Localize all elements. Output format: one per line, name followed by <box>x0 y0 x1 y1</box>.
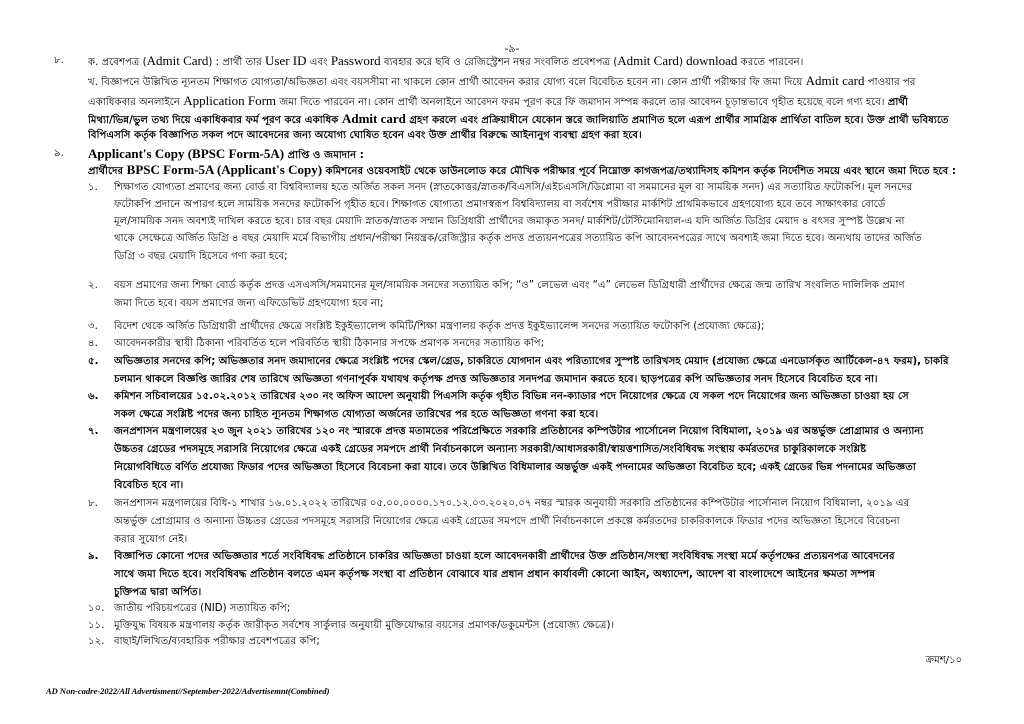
item-line: মূল/সাময়িক সনদ অবশ্যই দাখিল করতে হবে। চার বছর মেয়াদি স্নাতক/স্নাতক সম্মান ডিগ্রিধারী প্রার্থীদের জমাকৃত সনদ/ মার্কশিট/টেস্টিমোনিয়াল-এ যদি অর্জিত ডিগ্রির মেয়াদ ৪ বৎসর সুস্পষ্ট উল্লেখ না <box>114 216 905 227</box>
item-number: ১২. <box>88 636 105 647</box>
item-line: অভিজ্ঞতার সনদের কপি; অভিজ্ঞতার সনদ জমাদানের ক্ষেত্রে সংশ্লিষ্ট পদের স্কেল/গ্রেড, চাকরিতে যোগদান এবং পরিত্যাগের সুস্পষ্ট তারিখসহ মেয়াদ (প্রযোজ্য ক্ষেত্রে এনডোর্সকৃত আর্টিকেল-৪৭ ফরম), চাকরি <box>114 356 949 367</box>
item-line: শিক্ষাগত যোগ্যতা প্রমাণের জন্য বোর্ড বা বিশ্ববিদ্যালয় হতে অর্জিত সকল সনদ (স্নাতকোত্তর/স্নাতক/বিএসসি/এইচএসসি/ডিপ্লোমা বা সমমানের মূল বা সাময়িক সনদ) এর সত্যায়িত ফটোকপি। মূল সনদের <box>114 182 913 193</box>
item-line: বিজ্ঞাপিত কোনো পদের অভিজ্ঞতার শর্তে সংবিধিবদ্ধ প্রতিষ্ঠানে চাকরির অভিজ্ঞতা চাওয়া হলে আবেদনকারী প্রার্থীদের উক্ত প্রতিষ্ঠান/সংস্থা সংবিধিবদ্ধ সংস্থা মর্মে কর্তৃপক্ষের প্রত্যয়নপত্র আবেদনের <box>114 551 895 562</box>
item-line: উচ্চতর গ্রেডের পদসমূহে সরাসরি নিয়োগের ক্ষেত্রে একই গ্রেডের সমপদে প্রার্থী নির্বাচনকালে অন্যান্য সরকারী/আধাসরকারী/স্বায়ত্তশাসিত/সংবিধিবদ্ধ সংস্থায় কর্মরতদের চাকুরিকালকে সংশ্লিষ্ট <box>114 444 867 455</box>
item-line: জমা দিতে হবে। বয়স প্রমাণের জন্য এফিডেভিট গ্রহণযোগ্য হবে না; <box>114 298 384 309</box>
item-line: জনপ্রশাসন মন্ত্রণালয়ের বিধি-১ শাখার ১৬.০১.২০২২ তারিখের ০৫.০০.০০০০.১৭০.১২.০৩.২০২০.০৭ নম্বর স্মারক অনুযায়ী সরকারি প্রতিষ্ঠানের কম্পিউটার পার্সোনাল নিয়োগ বিধিমালা, ২০১৯ এর <box>114 498 910 509</box>
item-number: ৩. <box>88 321 98 332</box>
section-8b-line-3: মিথ্যা/ভিন্ন/ভুল তথ্য দিয়ে একাধিকবার ফর্ম পূরণ করে একাধিক Admit card গ্রহণ করলে এবং প্রক্রিয়াধীনে যেকোন স্তরে জালিয়াতি প্রমাণিত হলে এরূপ প্রার্থীর সামগ্রিক প্রার্থিতা বাতিল হবে। উক্ত প্রার্থী ভবিষ্যতে <box>88 111 949 126</box>
section-8a-text: ক. প্রবেশপত্র (Admit Card) : প্রার্থী তার User ID এবং Password ব্যবহার করে ছবি ও রেজিস্ট্রেশন নম্বর সংবলিত প্রবেশপত্র (Admit Card) download করতে পারবেন। <box>88 53 804 68</box>
item-line: সকল ক্ষেত্রে সংশ্লিষ্ট পদের জন্য চাহিত ন্যূনতম শিক্ষাগত যোগ্যতা অর্জনের তারিখের পর হতে অভিজ্ঞতা গণনা করা হবে। <box>114 409 599 420</box>
item-number: ৮. <box>88 498 98 509</box>
item-number: ৫. <box>88 356 99 367</box>
continued-marker: ক্রমশ/১০ <box>925 655 962 666</box>
item-number: ২. <box>88 280 98 291</box>
section-8-number: ৮. <box>54 55 64 66</box>
item-line: সাথে জমা দিতে হবে। সংবিধিবদ্ধ প্রতিষ্ঠান বলতে এমন কর্তৃপক্ষ সংস্থা বা প্রতিষ্ঠান বোঝাবে যার প্রধান প্রধান কার্যাবলী কোনো আইন, অধ্যাদেশ, আদেশ বা বাংলাদেশে আইনের ক্ষমতা সম্পন্ন <box>114 569 876 580</box>
item-line: চলমান থাকলে বিজ্ঞপ্তি জারির শেষ তারিখে অভিজ্ঞতা গণনাপূর্বক যথাযথ কর্তৃপক্ষ প্রদত্ত অভিজ্ঞতার সনদপত্র জমাদান করতে হবে। ছাড়পত্রের কপি অভিজ্ঞতার সনদ হিসেবে বিবেচিত হবে না। <box>114 374 878 385</box>
item-number: ৯. <box>88 551 99 562</box>
section-8b-line-2: একাধিকবার অনলাইনে Application Form জমা দিতে পারবেন না। কোন প্রার্থী অনলাইনে আবেদন ফরম পূরণ করে ফি জমাদান সম্পন্ন করলে তার আবেদন চূড়ান্তভাবে গৃহীত হয়েছে বলে গণ্য হবে। প্রার্থী <box>88 93 908 108</box>
section-8b-line-4: বিপিএসসি কর্তৃক বিজ্ঞাপিত সকল পদে আবেদনের জন্য অযোগ্য ঘোষিত হবেন এবং উক্ত প্রার্থীর বিরুদ্ধে আইনানুগ ব্যবস্থা গ্রহণ করা হবে। <box>88 130 642 141</box>
item-line: থাকে সেক্ষেত্রে অর্জিত ডিগ্রি ৪ বছর মেয়াদি মর্মে বিভাগীয় প্রধান/পরীক্ষা নিয়ন্ত্রক/রেজিস্ট্রার কর্তৃক প্রদত্ত প্রত্যয়নপত্রের সত্যায়িত কপি আবেদনপত্রের সাথে অবশ্যই জমা দিতে হবে। অন্যথায় তাদের অর্জিত <box>114 233 922 244</box>
section-9-number: ৯. <box>54 148 64 159</box>
item-line: অন্তর্ভুক্ত প্রোগ্রামার ও অন্যান্য উচ্চতর গ্রেডের পদসমূহে সরাসরি নিয়োগের ক্ষেত্রে একই গ্রেডের সমপদে প্রার্থী নির্বাচনকালে প্রকল্পে কর্মরতদের চাকরিকালকে ফিডার পদের অভিজ্ঞতা হিসেবে বিবেচনা <box>114 516 900 527</box>
item-line: ফটোকপি প্রদানে অপারগ হলে সাময়িক সনদের ফটোকপি গৃহীত হবে। শিক্ষাগত যোগ্যতা প্রমাণস্বরূপ বিশ্ববিদ্যালয় বা সর্বশেষ পরীক্ষার মার্কশিট প্রাথমিকভাবে গ্রহণযোগ্য হবে তবে সাক্ষাৎকার বোর্ডে <box>114 199 886 210</box>
item-line: মুক্তিযুদ্ধ বিষয়ক মন্ত্রণালয় কর্তৃক জারীকৃত সর্বশেষ সার্কুলার অনুযায়ী মুক্তিযোদ্ধার বয়সের প্রমাণক/ডকুমেন্টস (প্রযোজ্য ক্ষেত্রে)। <box>114 620 615 631</box>
section-9-intro: প্রার্থীদের BPSC Form-5A (Applicant's Copy) কমিশনের ওয়েবসাইট থেকে ডাউনলোড করে মৌখিক পরীক্ষার পূর্বে নিম্নোক্ত কাগজপত্র/তথ্যাদিসহ কমিশন কর্তৃক নির্দেশিত সময়ে এবং স্থানে জমা দিতে হবে : <box>88 162 956 177</box>
item-line: চুক্তিপত্র দ্বারা অর্পিত। <box>114 587 202 598</box>
item-number: ৪. <box>88 338 98 349</box>
section-9-heading: Applicant's Copy (BPSC Form-5A) প্রাপ্তি ও জমাদান : <box>88 146 364 161</box>
item-line: বাছাই/লিখিত/ব্যবহারিক পরীক্ষার প্রবেশপত্রের কপি; <box>114 636 320 647</box>
item-number: ৭. <box>88 426 99 437</box>
document-footer: AD Non-cadre-2022/All Advertisment//September-2022/Advertisemnt(Combined) <box>46 686 330 696</box>
item-line: করার সুযোগ নেই। <box>114 534 188 545</box>
section-8b-line-1: খ. বিজ্ঞাপনে উল্লিখিত ন্যূনতম শিক্ষাগত যোগ্যতা/অভিজ্ঞতা এবং বয়সসীমা না থাকলে কোন প্রার্থী আবেদন করার যোগ্য বলে বিবেচিত হবেন না। কোন প্রার্থী পরীক্ষার ফি জমা দিয়ে Admit card পাওয়ার পর <box>88 73 916 88</box>
item-line: জাতীয় পরিচয়পত্রের (NID) সত্যায়িত কপি; <box>114 603 291 614</box>
item-number: ১০. <box>88 603 105 614</box>
item-line: কমিশন সচিবালয়ের ১৫.০২.২০১২ তারিখের ২৩০ নং অফিস আদেশ অনুযায়ী পিএসসি কর্তৃক গৃহীত বিভিন্ন নন-ক্যাডার পদে নিয়োগের ক্ষেত্রে যে সকল পদে নিয়োগের জন্য অভিজ্ঞতা চাওয়া হয় সে <box>114 391 909 402</box>
item-line: বিবেচিত হবে না। <box>114 480 184 491</box>
item-number: ১১. <box>88 620 105 631</box>
item-line: আবেদনকারীর স্থায়ী ঠিকানা পরিবর্তিত হলে পরিবর্তিত স্থায়ী ঠিকানার সপক্ষে প্রমাণক সনদের সত্যায়িত কপি; <box>114 338 545 349</box>
item-line: বিদেশ থেকে অর্জিত ডিগ্রিধারী প্রার্থীদের ক্ষেত্রে সংশ্লিষ্ট ইকুইভ্যালেন্স কমিটি/শিক্ষা মন্ত্রণালয় কর্তৃক প্রদত্ত ইকুইভ্যালেন্স সনদের সত্যায়িত ফটোকপি (প্রযোজ্য ক্ষেত্রে); <box>114 321 765 332</box>
item-number: ১. <box>88 182 98 193</box>
item-line: জনপ্রশাসন মন্ত্রণালয়ের ২৩ জুন ২০২১ তারিখের ১২০ নং স্মারকে প্রদত্ত মতামতের পরিপ্রেক্ষিতে সরকারি প্রতিষ্ঠানের কম্পিউটার পার্সোনেল নিয়োগ বিধিমালা, ২০১৯ এর অন্তর্ভুক্ত প্রোগ্রামার ও অন্যান্য <box>114 426 924 437</box>
item-number: ৬. <box>88 391 99 402</box>
item-line: ডিগ্রি ৩ বছর মেয়াদি হিসেবে গণ্য করা হবে; <box>114 251 288 262</box>
item-line: বয়স প্রমাণের জন্য শিক্ষা বোর্ড কর্তৃক প্রদত্ত এসএসসি/সমমানের মূল/সাময়িক সনদের সত্যায়িত কপি; “ও” লেভেল এবং “এ” লেভেল ডিগ্রিধারী প্রার্থীদের ক্ষেত্রে জন্ম তারিখ সংবলিত দালিলিক প্রমাণ <box>114 280 905 291</box>
page-number: -৯- <box>504 42 520 55</box>
item-line: নিয়োগবিধিতে বর্ণিত প্রযোজ্য ফিডার পদের অভিজ্ঞতা হিসেবে বিবেচনা করা যাবে। তবে উল্লিখিত বিধিমালার অন্তর্ভুক্ত একই পদনামের অভিজ্ঞতা বিবেচিত হবে; একই গ্রেডের ভিন্ন পদনামের অভিজ্ঞতা <box>114 462 916 473</box>
